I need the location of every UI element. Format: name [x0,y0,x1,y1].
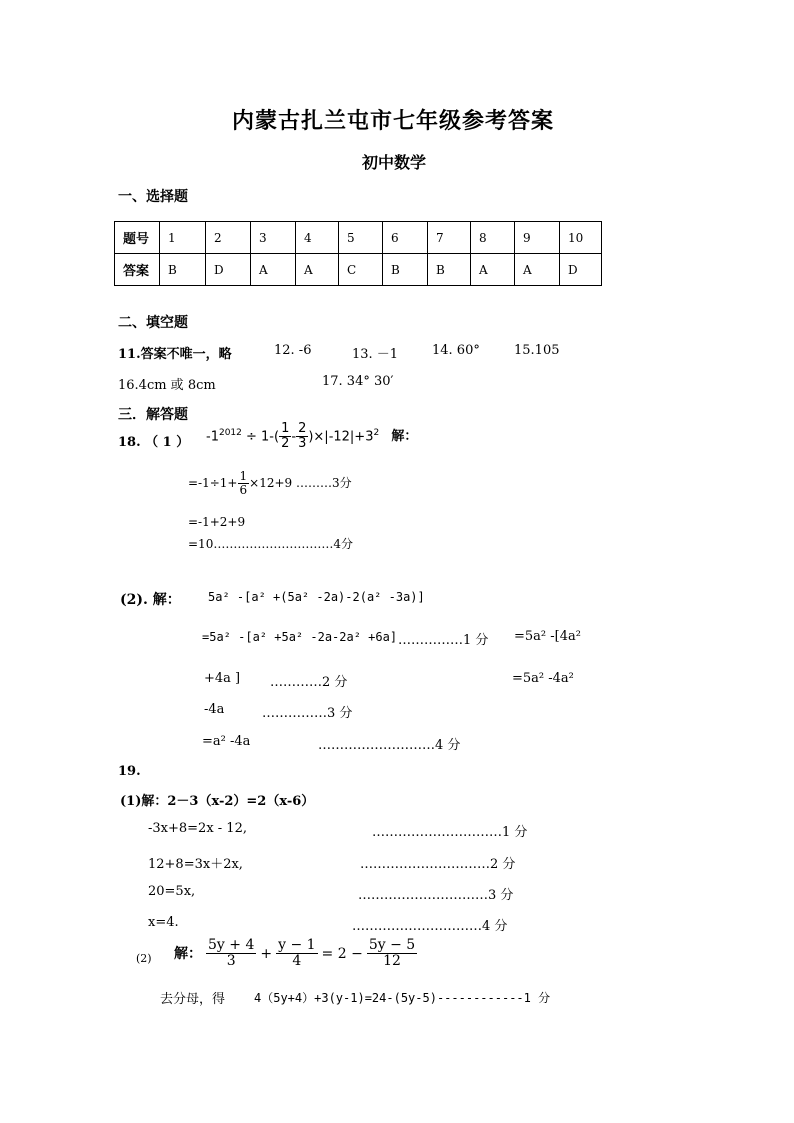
table-cell: A [251,254,296,286]
q18b-step2-right: =5a² -4a² [512,671,574,686]
q18b-step4: =a² -4a [202,734,251,749]
q19a-step1-score: …………………………1 分 [372,825,528,840]
fraction-denominator: 4 [292,953,302,970]
table-cell: 5 [339,222,383,254]
page-subtitle: 初中数学 [362,153,427,172]
q19a-step2-score: …………………………2 分 [360,857,516,872]
q19b-label: (2) [136,952,152,965]
q18-expr-c: )×|-12|+3 [308,429,374,445]
fraction-numerator: 1 [239,469,248,483]
q18b-step2-score: …………2 分 [270,675,348,690]
fraction-numerator: 5y + 4 [208,937,255,953]
table-cell: 9 [515,222,560,254]
table-cell: 7 [428,222,471,254]
row-label: 题号 [115,222,160,254]
q18b-step3: -4a [204,702,225,717]
table-cell: B [428,254,471,286]
q19b-jie: 解： [174,945,202,962]
table-cell: B [160,254,206,286]
table-cell: A [515,254,560,286]
q18b-step1-right: =5a² -[4a² [514,629,581,644]
fraction [367,938,417,970]
answer-13: 13. －1 [352,347,399,362]
fraction-numerator: y − 1 [278,937,316,953]
table-cell: D [560,254,602,286]
q18b-step1: =5a² -[a² +5a² -2a-2a² +6a] [202,630,398,644]
q19b-step: 4（5y+4）+3(y-1)=24-(5y-5)------------1 分 [254,991,551,1005]
table-cell: 6 [383,222,428,254]
q19b-equation [174,938,417,970]
table-cell: 8 [471,222,515,254]
q18b-step2: +4a ] [204,671,241,686]
q19b-step-label: 去分母，得 [160,992,226,1007]
q18-exponent2: 2 [373,427,380,438]
q19a-label: (1)解：2－3（x-2）=2（x-6） [120,794,315,809]
q18b-step4-score: ………………………4 分 [318,738,461,753]
table-cell: 4 [296,222,339,254]
table-cell: 3 [251,222,296,254]
q19-label: 19. [118,764,141,779]
table-cell: B [383,254,428,286]
table-cell: A [471,254,515,286]
answer-15: 15.105 [514,343,560,358]
table-cell: 10 [560,222,602,254]
answer-14: 14. 60° [432,343,480,358]
fraction-denominator: 12 [383,953,401,970]
fraction-denominator: 3 [226,953,236,970]
q18-expression [206,422,417,452]
answer-table [114,221,602,286]
section-heading-fill: 二、填空题 [118,315,188,331]
fraction [276,938,317,970]
q19a-step4: x=4. [148,915,179,930]
q18-step1 [188,470,352,497]
q19a-step4-score: …………………………4 分 [352,919,508,934]
q18b-step3-score: ……………3 分 [262,706,353,721]
section-heading-solve: 三．解答题 [118,407,188,423]
row-label: 答案 [115,254,160,286]
step-text: ×12+9 ………3分 [249,476,352,491]
answer-16: 16.4cm 或 8cm [118,378,216,393]
section-heading-choice: 一、选择题 [118,189,188,205]
answer-17: 17. 34° 30′ [322,374,394,389]
table-cell: C [339,254,383,286]
q18b-expression: 5a² -[a² +(5a² -2a)-2(a² -3a)] [208,590,425,604]
fraction [238,470,250,497]
fraction-numerator: 5y − 5 [368,937,416,953]
q18-expr-b: ÷ 1-( [246,429,280,445]
q18-label: 18. （ 1 ） [118,435,190,450]
q19a-step3-score: …………………………3 分 [358,888,514,903]
q19a-step2: 12+8=3x＋2x, [148,857,243,872]
page-title: 内蒙古扎兰屯市七年级参考答案 [232,108,555,134]
q18-expr-a: -1 [206,429,219,445]
answer-12: 12. -6 [274,343,312,358]
fraction [279,422,291,452]
table-row [115,254,602,286]
q18b-step1-score: ……………1 分 [398,633,489,648]
q19a-step3: 20=5x, [148,884,196,899]
fraction-denominator: 3 [298,436,307,452]
q19b-eq: = 2 − [321,945,363,962]
fraction-denominator: 2 [281,436,290,452]
q18-jie: 解： [391,429,418,445]
fraction-denominator: 6 [239,483,248,498]
fraction [206,938,256,970]
table-cell: 1 [160,222,206,254]
table-cell: 2 [206,222,251,254]
answer-11: 11.答案不唯一，略 [118,347,232,362]
fraction [296,422,308,452]
fraction-numerator: 1 [281,421,290,436]
q19a-step1: -3x+8=2x - 12, [148,821,247,836]
q18-step3: =10…………………………4分 [188,537,353,551]
q18b-label: (2). 解： [120,592,181,608]
q19b-plus: + [260,945,273,962]
step-text: =-1÷1+ [188,476,238,491]
fraction-numerator: 2 [298,421,307,436]
table-cell: D [206,254,251,286]
q18-minus: - [291,429,297,445]
q18-exponent: 2012 [218,427,242,438]
table-cell: A [296,254,339,286]
table-row [115,222,602,254]
q18-step2: =-1+2+9 [188,515,246,529]
